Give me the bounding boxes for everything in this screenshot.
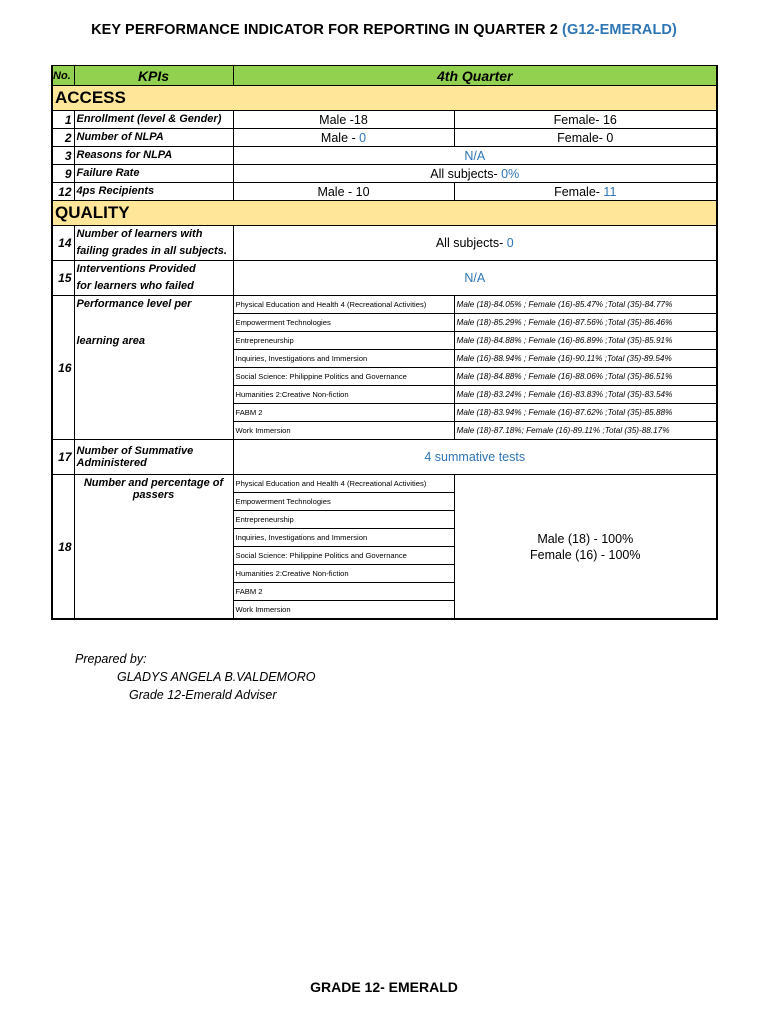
- header-row: [52, 66, 717, 86]
- male-value: Male - 10: [233, 183, 454, 201]
- kpi-line: Number and percentage of: [83, 477, 224, 489]
- passers-subject: Work Immersion: [233, 601, 454, 620]
- access-section-row: [52, 86, 717, 111]
- area-subject: Empowerment Technologies: [233, 314, 454, 332]
- area-result: Male (18)-84.88% ; Female (16)-88.06% ;Total (35)-86.51%: [454, 368, 717, 386]
- kpi-label: Reasons for NLPA: [74, 147, 233, 165]
- row-no: 16: [52, 296, 74, 440]
- female-value: Female- 16: [454, 111, 717, 129]
- passers-subject: Entrepreneurship: [233, 511, 454, 529]
- row-no: 12: [52, 183, 74, 201]
- quality-section-row: [52, 201, 717, 226]
- female-value: Female- 0: [454, 129, 717, 147]
- kpi-label: Enrollment (level & Gender): [74, 111, 233, 129]
- kpi-label: [74, 440, 233, 475]
- area-result: Male (18)-83.24% ; Female (16)-83.83% ;Total (35)-83.54%: [454, 386, 717, 404]
- table-row: [52, 111, 717, 129]
- kpi-label: Number of NLPA: [74, 129, 233, 147]
- female-value: [454, 183, 717, 201]
- header-kpis: KPIs: [74, 66, 233, 86]
- passers-subject: Inquiries, Investigations and Immersion: [233, 529, 454, 547]
- prepared-by-block: [75, 650, 315, 704]
- kpi-line: Number of learners with: [76, 228, 203, 240]
- kpi-line: failing grades in all subjects.: [76, 245, 227, 257]
- female-count: 11: [603, 184, 617, 199]
- preparer-name: GLADYS ANGELA B.VALDEMORO: [117, 670, 316, 684]
- kpi-line: Performance level per: [76, 298, 192, 310]
- table-row: [52, 165, 717, 183]
- male-value: [233, 129, 454, 147]
- preparer-role: Grade 12-Emerald Adviser: [129, 688, 277, 702]
- area-result: Male (18)-85.29% ; Female (16)-87.56% ;Total (35)-86.46%: [454, 314, 717, 332]
- kpi-line: Administered: [76, 457, 147, 469]
- failure-rate-percent: 0%: [501, 166, 520, 181]
- kpi-label: 4ps Recipients: [74, 183, 233, 201]
- kpi-line: Number of Summative: [76, 445, 194, 457]
- area-result: Male (16)-88.94% ; Female (16)-90.11% ;Total (35)-89.54%: [454, 350, 717, 368]
- area-result: Male (18)-84.88% ; Female (16)-86.89% ;Total (35)-85.91%: [454, 332, 717, 350]
- header-no: No.: [52, 66, 74, 86]
- kpi-spacer: [77, 313, 231, 333]
- kpi-label: Failure Rate: [74, 165, 233, 183]
- table-row: [52, 475, 717, 493]
- table-row: [52, 440, 717, 475]
- row-no: 17: [52, 440, 74, 475]
- access-section-label: ACCESS: [52, 86, 717, 111]
- table-row: [52, 261, 717, 296]
- male-count: 0: [359, 130, 367, 145]
- area-subject: Work Immersion: [233, 422, 454, 440]
- failure-rate-label: All subjects-: [430, 166, 502, 181]
- area-subject: Inquiries, Investigations and Immersion: [233, 350, 454, 368]
- kpi-line: for learners who failed: [76, 280, 194, 292]
- title-section: (G12-EMERALD): [562, 22, 677, 38]
- kpi-label: [74, 261, 233, 296]
- area-result: Male (18)-84.05% ; Female (16)-85.47% ;Total (35)-84.77%: [454, 296, 717, 314]
- passers-value: [454, 475, 717, 620]
- table-row: [52, 296, 717, 314]
- kpi-line: Interventions Provided: [76, 263, 196, 275]
- header-quarter: 4th Quarter: [233, 66, 717, 86]
- area-subject: Physical Education and Health 4 (Recreational Activities): [233, 296, 454, 314]
- kpi-label: [74, 475, 233, 620]
- row-no: 15: [52, 261, 74, 296]
- row-no: 1: [52, 111, 74, 129]
- row-no: 9: [52, 165, 74, 183]
- area-subject: Social Science: Philippine Politics and Governance: [233, 368, 454, 386]
- table-row: [52, 147, 717, 165]
- passers-male: Male (18) - 100%: [537, 531, 634, 546]
- nlpa-reasons-value: N/A: [233, 147, 717, 165]
- female-label: Female-: [554, 184, 604, 199]
- area-subject: Humanities 2:Creative Non-fiction: [233, 386, 454, 404]
- area-result: Male (18)-83.94% ; Female (16)-87.62% ;Total (35)-85.88%: [454, 404, 717, 422]
- table-row: [52, 183, 717, 201]
- male-value: Male -18: [233, 111, 454, 129]
- table-row: [52, 226, 717, 261]
- kpi-label: [74, 296, 233, 440]
- kpi-line: passers: [132, 489, 175, 501]
- table-row: [52, 129, 717, 147]
- passers-subject: Physical Education and Health 4 (Recreational Activities): [233, 475, 454, 493]
- failing-learners-value: [233, 226, 717, 261]
- male-label: Male -: [320, 130, 360, 145]
- interventions-value: N/A: [233, 261, 717, 296]
- passers-subject: Humanities 2:Creative Non-fiction: [233, 565, 454, 583]
- quality-section-label: QUALITY: [52, 201, 717, 226]
- failing-learners-count: 0: [506, 236, 514, 250]
- row-no: 18: [52, 475, 74, 620]
- passers-subject: Social Science: Philippine Politics and Governance: [233, 547, 454, 565]
- kpi-table: [51, 65, 718, 620]
- passers-female: Female (16) - 100%: [530, 547, 641, 562]
- summative-tests-value: 4 summative tests: [233, 440, 717, 475]
- passers-subject: FABM 2: [233, 583, 454, 601]
- page-footer: GRADE 12- EMERALD: [310, 979, 458, 995]
- row-no: 14: [52, 226, 74, 261]
- failure-rate-value: [233, 165, 717, 183]
- area-subject: Entrepreneurship: [233, 332, 454, 350]
- page-title: [0, 22, 768, 38]
- passers-subject: Empowerment Technologies: [233, 493, 454, 511]
- kpi-line: learning area: [76, 335, 145, 347]
- row-no: 2: [52, 129, 74, 147]
- prepared-by-label: Prepared by:: [75, 652, 147, 666]
- title-main: KEY PERFORMANCE INDICATOR FOR REPORTING IN QUARTER 2: [91, 22, 558, 38]
- kpi-label: [74, 226, 233, 261]
- failing-learners-label: All subjects-: [435, 236, 507, 250]
- area-result: Male (18)-87.18%; Female (16)-89.11% ;Total (35)-88.17%: [454, 422, 717, 440]
- area-subject: FABM 2: [233, 404, 454, 422]
- row-no: 3: [52, 147, 74, 165]
